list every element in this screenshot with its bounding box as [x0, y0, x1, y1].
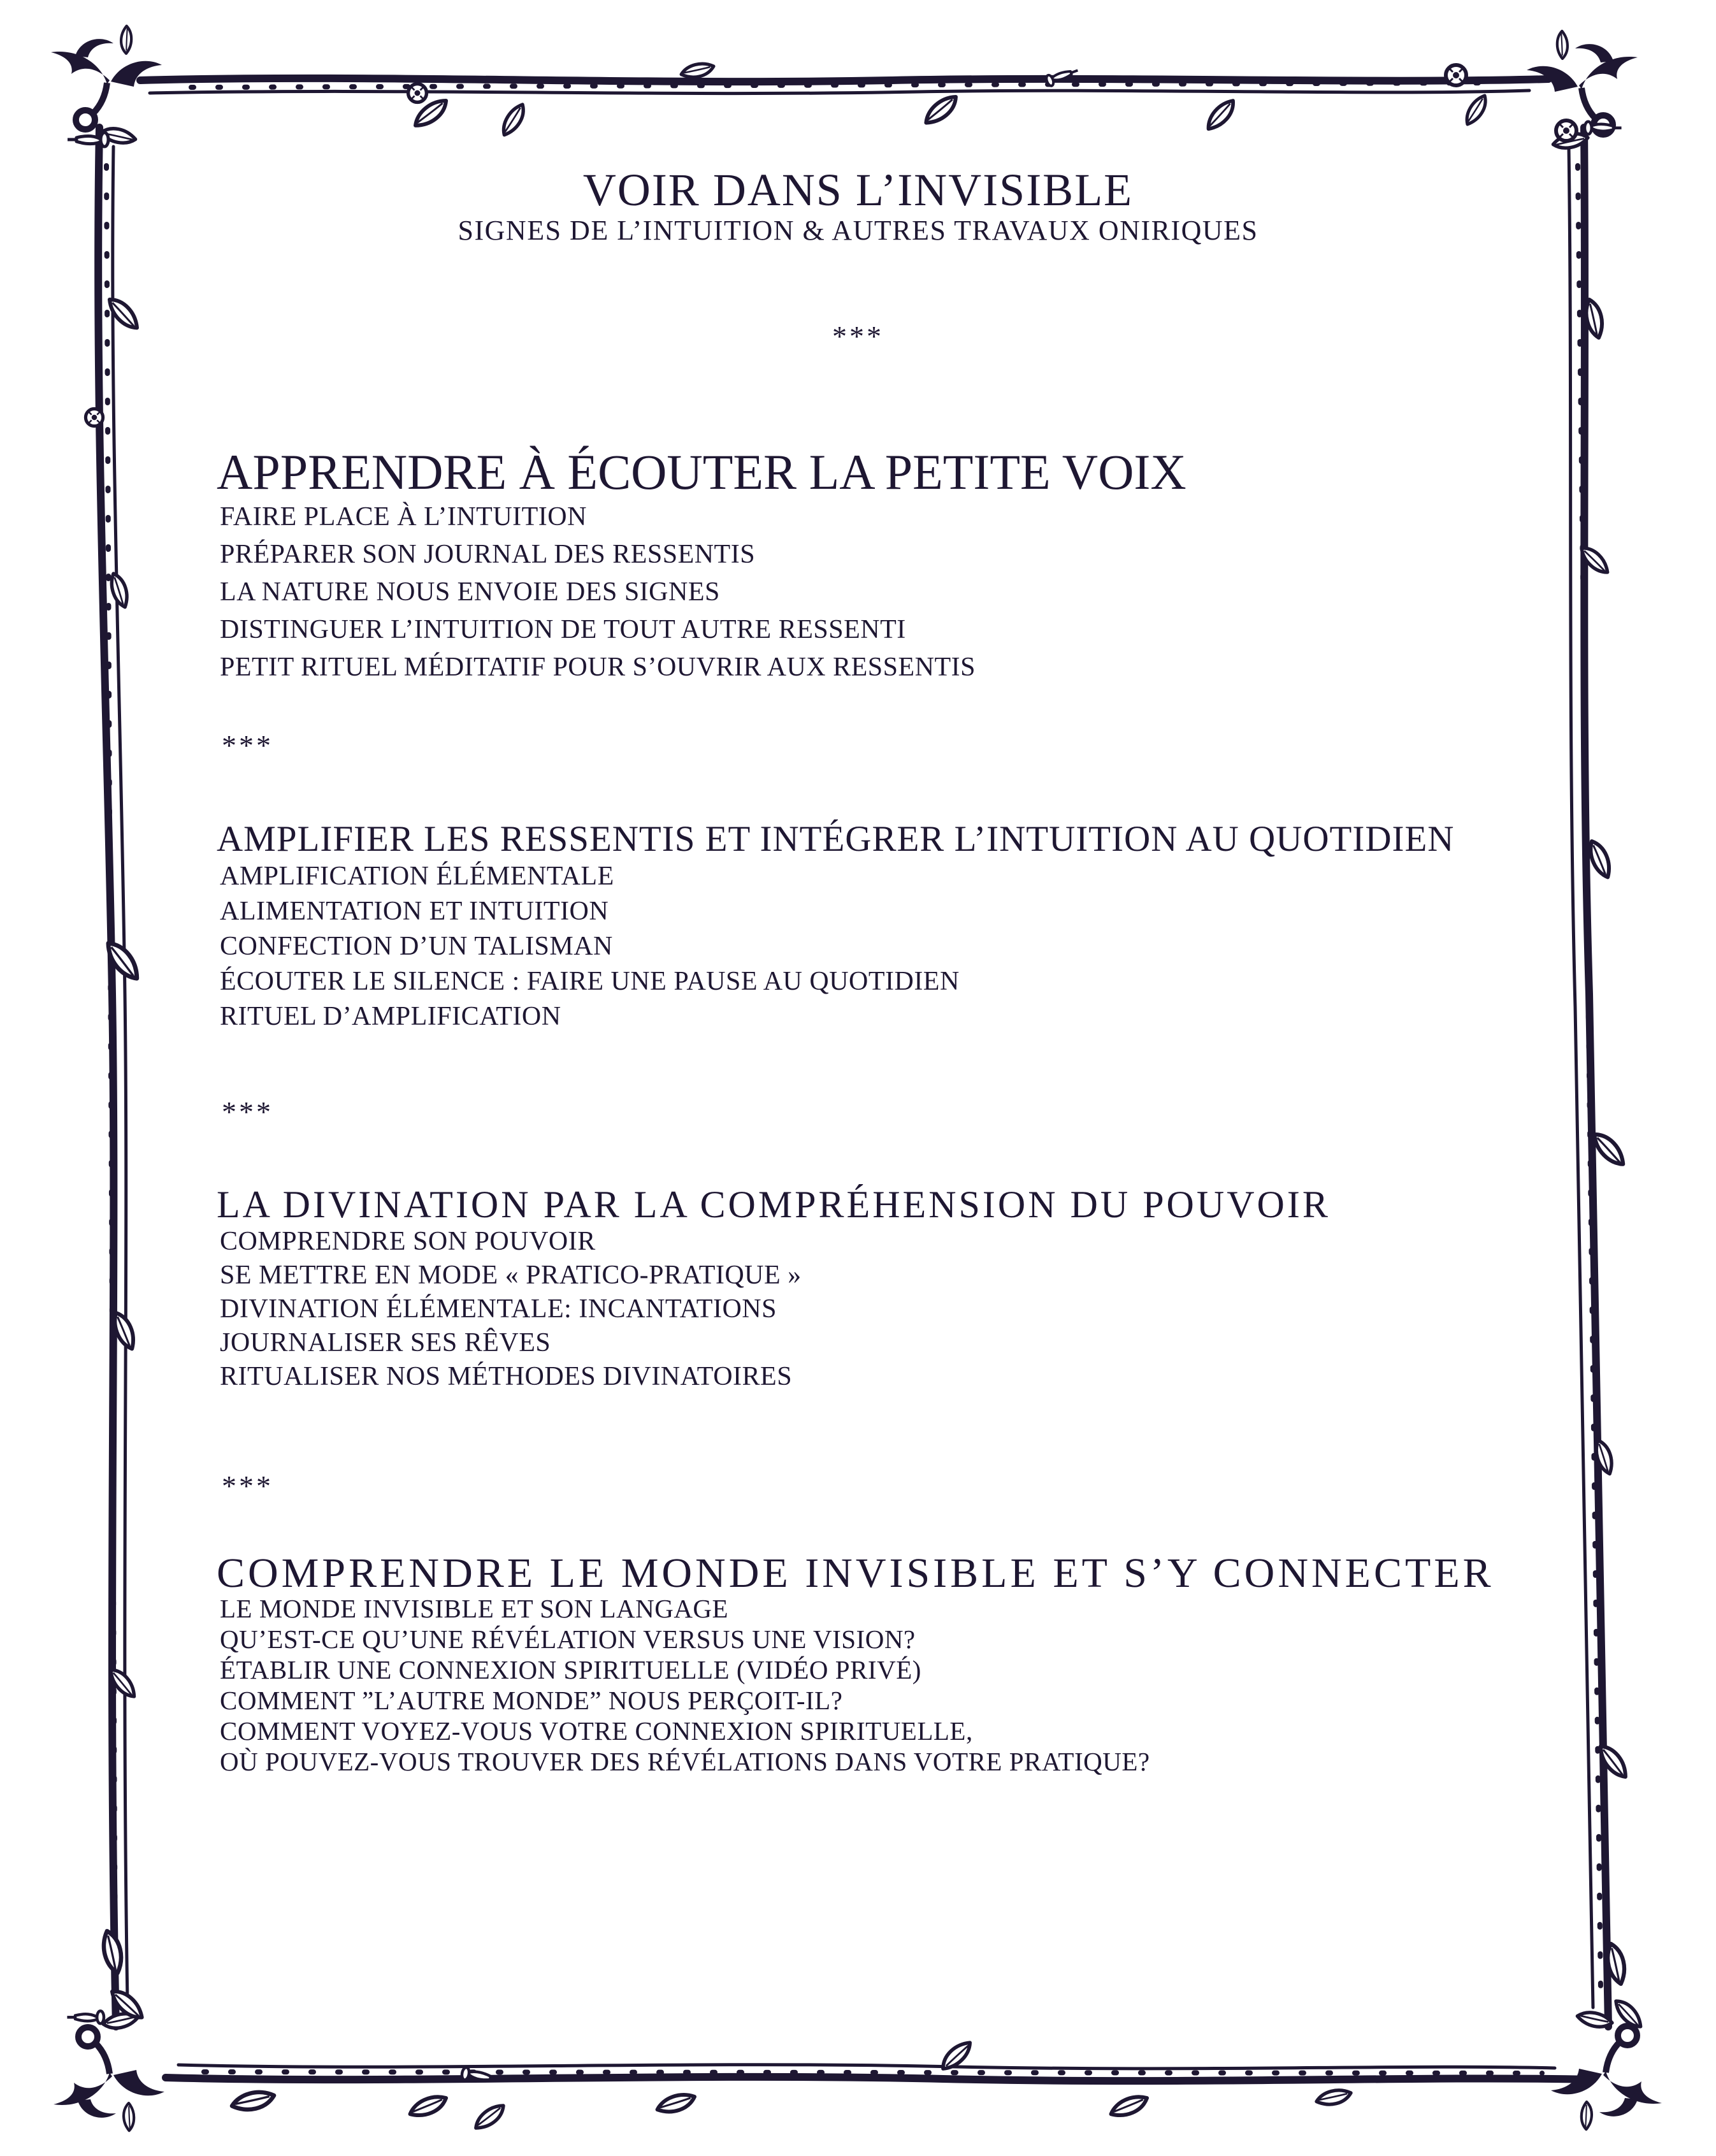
- toc-item: QU’EST-CE QU’UNE RÉVÉLATION VERSUS UNE VISION?: [220, 1624, 916, 1654]
- section-items: [220, 1593, 1150, 1777]
- section-separator: ***: [832, 320, 884, 352]
- section-heading: APPRENDRE À ÉCOUTER LA PETITE VOIX: [217, 444, 1186, 500]
- toc-item: RITUEL D’AMPLIFICATION: [220, 1002, 561, 1031]
- toc-item: RITUALISER NOS MÉTHODES DIVINATOIRES: [220, 1362, 793, 1391]
- toc-item: PETIT RITUEL MÉDITATIF POUR S’OUVRIR AUX RESSENTIS: [220, 653, 976, 682]
- toc-item: COMMENT ”L’AUTRE MONDE” NOUS PERÇOIT-IL?: [220, 1686, 843, 1715]
- toc-item: JOURNALISER SES RÊVES: [220, 1328, 551, 1357]
- toc-item: COMMENT VOYEZ-VOUS VOTRE CONNEXION SPIRITUELLE,: [220, 1716, 973, 1746]
- section-heading: AMPLIFIER LES RESSENTIS ET INTÉGRER L’INTUITION AU QUOTIDIEN: [217, 819, 1455, 859]
- toc-item: CONFECTION D’UN TALISMAN: [220, 932, 613, 961]
- section-items: [220, 859, 960, 1034]
- toc-item: AMPLIFICATION ÉLÉMENTALE: [220, 862, 614, 891]
- section-separator: ***: [222, 1096, 273, 1128]
- section-items: [220, 1225, 802, 1394]
- toc-item: LE MONDE INVISIBLE ET SON LANGAGE: [220, 1594, 729, 1623]
- section-heading: COMPRENDRE LE MONDE INVISIBLE ET S’Y CONNECTER: [217, 1550, 1494, 1596]
- toc-item: DISTINGUER L’INTUITION DE TOUT AUTRE RESSENTI: [220, 615, 906, 644]
- toc-item: LA NATURE NOUS ENVOIE DES SIGNES: [220, 577, 720, 607]
- toc-item: SE METTRE EN MODE « PRATICO-PRATIQUE »: [220, 1261, 802, 1290]
- section-items: [220, 498, 976, 686]
- toc-item: FAIRE PLACE À L’INTUITION: [220, 502, 587, 532]
- toc-item: ÉCOUTER LE SILENCE : FAIRE UNE PAUSE AU QUOTIDIEN: [220, 967, 960, 996]
- toc-item: OÙ POUVEZ-VOUS TROUVER DES RÉVÉLATIONS DANS VOTRE PRATIQUE?: [220, 1747, 1150, 1776]
- toc-item: PRÉPARER SON JOURNAL DES RESSENTIS: [220, 540, 756, 569]
- toc-item: ÉTABLIR UNE CONNEXION SPIRITUELLE (VIDÉO PRIVÉ): [220, 1655, 921, 1684]
- toc-item: ALIMENTATION ET INTUITION: [220, 897, 609, 926]
- page-title: VOIR DANS L’INVISIBLE: [582, 164, 1134, 215]
- toc-item: COMPRENDRE SON POUVOIR: [220, 1227, 596, 1256]
- page-subtitle: SIGNES DE L’INTUITION & AUTRES TRAVAUX ONIRIQUES: [458, 215, 1258, 246]
- section-separator: ***: [222, 729, 273, 762]
- section-separator: ***: [222, 1470, 273, 1502]
- toc-item: DIVINATION ÉLÉMENTALE: INCANTATIONS: [220, 1294, 777, 1324]
- section-heading: LA DIVINATION PAR LA COMPRÉHENSION DU POUVOIR: [217, 1183, 1330, 1226]
